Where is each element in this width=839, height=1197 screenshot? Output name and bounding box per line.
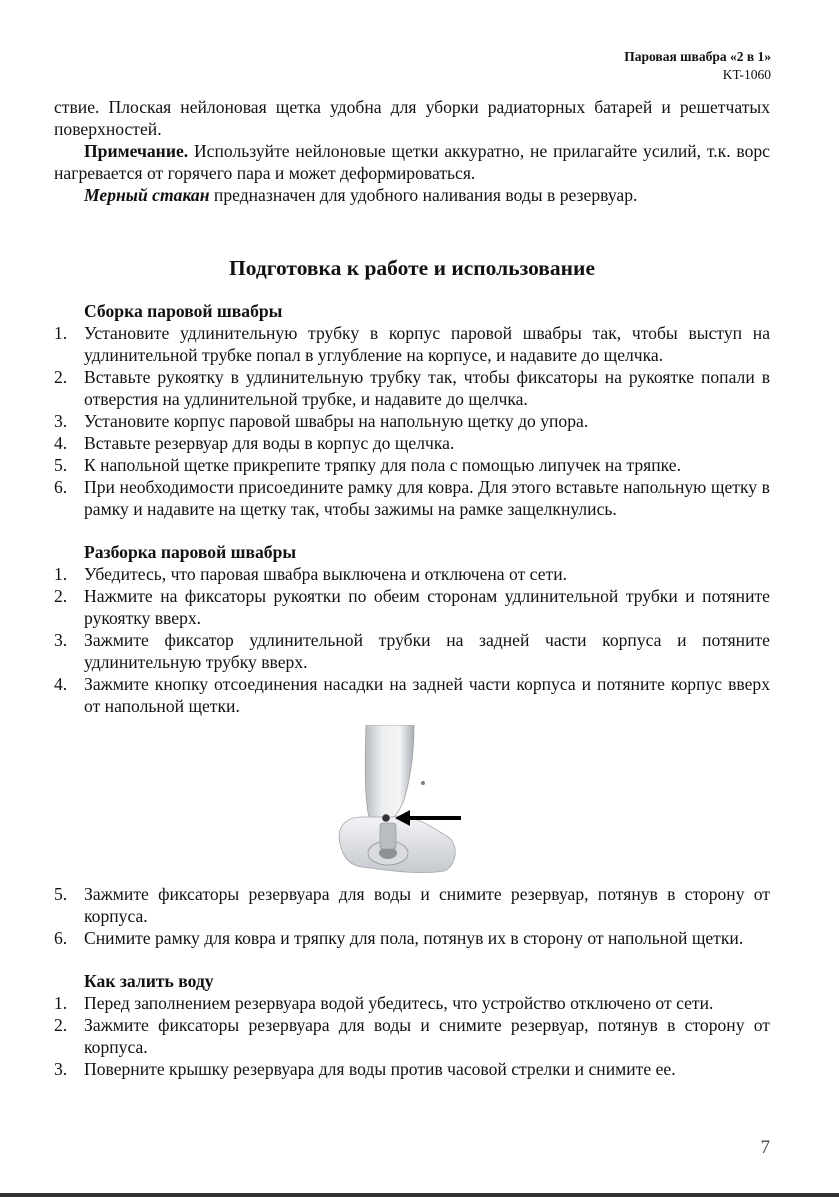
list-item — [54, 410, 770, 432]
list-item-number: 4. — [54, 433, 68, 453]
footer-rule — [0, 1193, 839, 1197]
note-label: Примечание. — [84, 141, 189, 161]
list-item-text: Зажмите фиксатор удлинительной трубки на задней части корпуса и потяните удлинительную трубку вверх. — [84, 630, 770, 672]
release-button-dot — [382, 814, 390, 822]
cup-label: Мерный стакан — [84, 185, 210, 205]
list-item-text: К напольной щетке прикрепите тряпку для пола с помощью липучек на тряпке. — [84, 455, 681, 475]
list-item — [54, 629, 770, 673]
list-item — [54, 432, 770, 454]
list-item-number: 6. — [54, 477, 68, 497]
header-title: Паровая швабра «2 в 1» — [624, 49, 771, 64]
assembly-title: Сборка паровой швабры — [84, 301, 283, 321]
list-item-text: Зажмите фиксаторы резервуара для воды и снимите резервуар, потянув в сторону от корпуса. — [84, 1015, 770, 1057]
disassembly-list-continued — [54, 883, 770, 949]
list-item-text: Нажмите на фиксаторы рукоятки по обеим сторонам удлинительной трубки и потяните рукоятку вверх. — [84, 586, 770, 628]
list-item-number: 3. — [54, 1059, 68, 1079]
mop-illustration — [332, 725, 492, 880]
list-item-number: 3. — [54, 630, 68, 650]
page-content — [54, 96, 770, 1080]
list-item-number: 3. — [54, 411, 68, 431]
note-text: Используйте нейлоновые щетки аккуратно, не прилагайте усилий, т.к. ворс нагревается от горячего пара и может деформироваться. — [54, 141, 770, 183]
list-item-number: 4. — [54, 674, 68, 694]
disassembly-title: Разборка паровой швабры — [84, 542, 297, 562]
list-item — [54, 1014, 770, 1058]
list-item-text: Установите корпус паровой швабры на напольную щетку до упора. — [84, 411, 589, 431]
section-title: Подготовка к работе и использование — [229, 256, 595, 280]
list-item-text: Вставьте резервуар для воды в корпус до щелчка. — [84, 433, 455, 453]
page-number: 7 — [760, 1137, 770, 1158]
list-item — [54, 322, 770, 366]
list-item — [54, 927, 770, 949]
list-item-number: 1. — [54, 564, 68, 584]
disassembly-list — [54, 563, 770, 717]
list-item-text: При необходимости присоедините рамку для ковра. Для этого вставьте напольную щетку в рамку и надавите на щетку так, чтобы зажимы на рамке защелкнулись. — [84, 477, 770, 519]
page-header — [624, 48, 771, 84]
list-item-number: 2. — [54, 1015, 68, 1035]
mop-body — [365, 725, 414, 825]
list-item-number: 1. — [54, 993, 68, 1013]
list-item-number: 2. — [54, 586, 68, 606]
list-item — [54, 563, 770, 585]
list-item — [54, 454, 770, 476]
list-item — [54, 992, 770, 1014]
note-paragraph — [54, 140, 770, 184]
cup-paragraph — [54, 184, 770, 206]
list-item — [54, 366, 770, 410]
list-item-text: Зажмите фиксаторы резервуара для воды и снимите резервуар, потянув в сторону от корпуса. — [84, 884, 770, 926]
list-item — [54, 476, 770, 520]
list-item — [54, 883, 770, 927]
list-item-text: Установите удлинительную трубку в корпус паровой швабры так, чтобы выступ на удлинительной трубке попал в углубление на корпусе, и надавите до щелчка. — [84, 323, 770, 365]
list-item-text: Вставьте рукоятку в удлинительную трубку так, чтобы фиксаторы на рукоятке попали в отверстия на удлинительной трубке, и надавите до щелчка. — [84, 367, 770, 409]
mop-release-photo — [332, 725, 492, 880]
header-model: KT-1060 — [722, 67, 771, 82]
list-item-number: 5. — [54, 884, 68, 904]
list-item-number: 5. — [54, 455, 68, 475]
list-item-number: 2. — [54, 367, 68, 387]
fill-water-title: Как залить воду — [84, 971, 214, 991]
list-item-text: Зажмите кнопку отсоединения насадки на задней части корпуса и потяните корпус вверх от напольной щетки. — [84, 674, 770, 716]
list-item — [54, 1058, 770, 1080]
list-item — [54, 585, 770, 629]
list-item-number: 1. — [54, 323, 68, 343]
list-item-text: Перед заполнением резервуара водой убедитесь, что устройство отключено от сети. — [84, 993, 714, 1013]
list-item-number: 6. — [54, 928, 68, 948]
list-item — [54, 673, 770, 717]
list-item-text: Поверните крышку резервуара для воды против часовой стрелки и снимите ее. — [84, 1059, 676, 1079]
cup-text: предназначен для удобного наливания воды в резервуар. — [209, 185, 638, 205]
assembly-list — [54, 322, 770, 520]
list-item-text: Убедитесь, что паровая швабра выключена и отключена от сети. — [84, 564, 568, 584]
fill-water-list — [54, 992, 770, 1080]
intro-paragraph: ствие. Плоская нейлоновая щетка удобна для уборки радиаторных батарей и решетчатых поверхностей. — [54, 97, 770, 139]
list-item-text: Снимите рамку для ковра и тряпку для пола, потянув их в сторону от напольной щетки. — [84, 928, 744, 948]
